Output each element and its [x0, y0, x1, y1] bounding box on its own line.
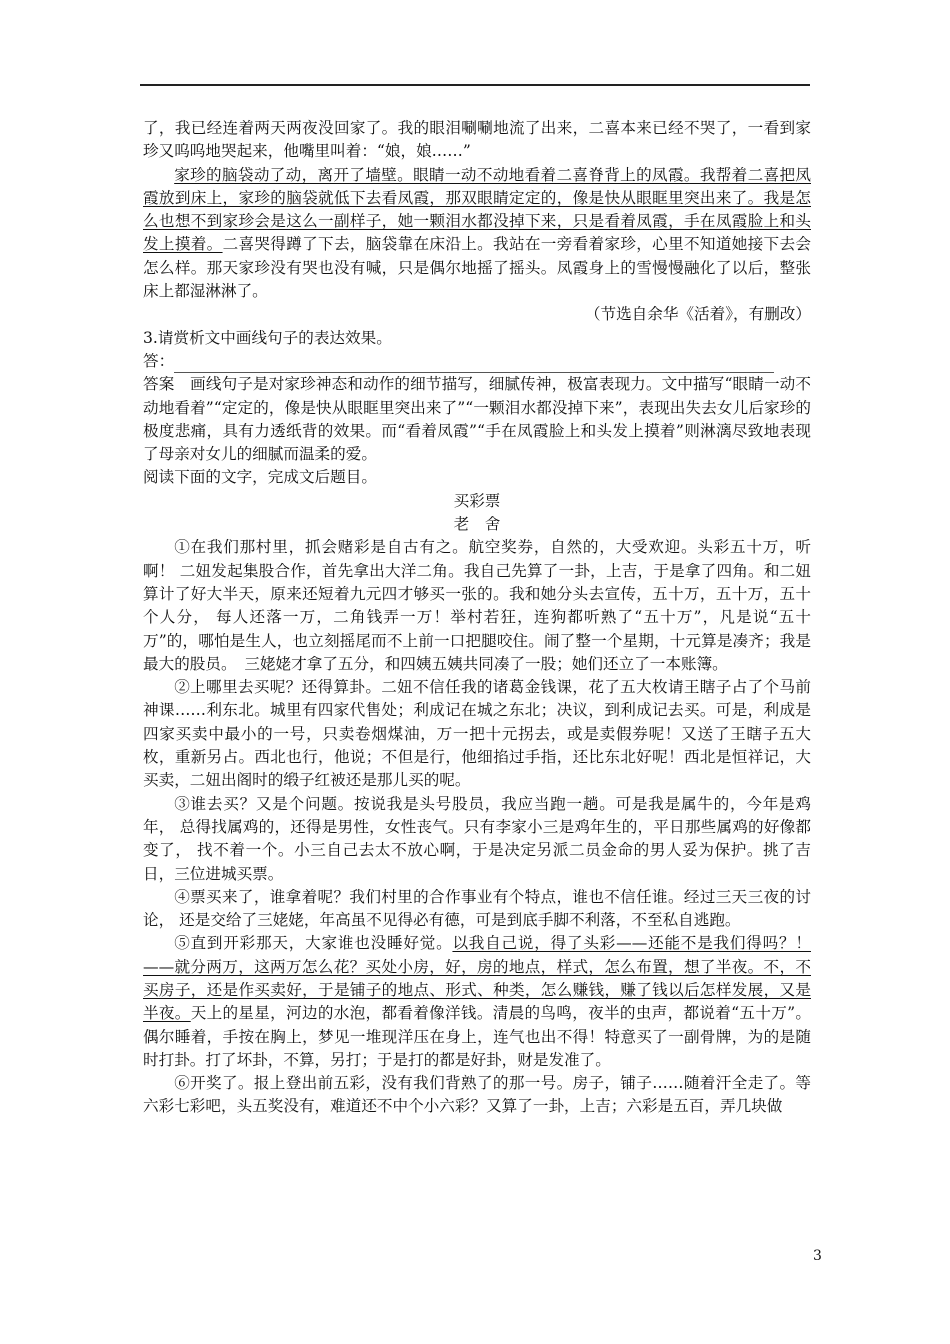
underlined-sentence: 家珍的脑袋动了动，离开了墙壁。眼睛一动不动地看着二喜脊背上的凤霞。我帮着二喜把凤霞放到床上，家珍的脑袋就低下去看凤霞，那双眼睛定定的，像是快从眼眶里突出来了。我是怎么也想不到家珍会是这么一副样子，她一颗泪水都没掉下来，只是看着凤霞，手在凤霞脸上和头发上摸着。	[143, 165, 811, 254]
source-citation: （节选自余华《活着》，有删改）	[584, 305, 811, 324]
paragraph-text: ⑤直到开彩那天，大家谁也没睡好觉。	[174, 934, 453, 953]
paragraph-text: 天上的星星，河边的水泡，都看着像洋钱。清晨的鸟鸣，夜半的虫声，都说着“五十万”。偶尔睡着，手按在胸上，梦见一堆现洋压在身上，连气也出不得！特意买了一副骨牌，为的是随时打卦。打了坏卦，不算，另打；于是打的都是好卦，财是发准了。	[143, 1004, 811, 1069]
story1-paragraph-1: 了，我已经连着两天两夜没回家了。我的眼泪唰唰地流了出来，二喜本来已经不哭了，一看到家珍又呜呜地哭起来，他嘴里叫着：“娘，娘……”	[143, 119, 811, 161]
paragraph-text: 二喜哭得蹲了下去，脑袋靠在床沿上。我站在一旁看着家珍，心里不知道她接下去会怎么样。那天家珍没有哭也没有喊，只是偶尔地摇了摇头。凤霞身上的雪慢慢融化了以后，整张床上都湿淋淋了。	[143, 235, 811, 301]
article-paragraph-1: ①在我们那村里，抓会赌彩是自古有之。航空奖券，自然的，大受欢迎。头彩五十万，听啊！ 二妞发起集股合作，首先拿出大洋二角。我自己先算了一卦，上吉，于是拿了四角。和二妞算计了好大半天，原来还短着九元四才够买一张的。我和她分头去宣传，五十万，五十万，五十个人分， 每人还落一万，二角钱弄一万！举村若狂，连狗都听熟了“五十万”，凡是说“五十万”的，哪怕是生人，也立刻摇尾而不上前一口把腿咬住。闹了整一个星期，十元算是凑齐；我是最大的股员。 三姥姥才拿了五分，和四姨五姨共同凑了一股；她们还立了一本账簿。	[143, 538, 811, 673]
document-body	[143, 117, 811, 1119]
article-paragraph-2: ②上哪里去买呢？还得算卦。二妞不信任我的诸葛金钱课，花了五大枚请王瞎子占了个马前神课……利东北。城里有四家代售处；利成记在城之东北；决议，到利成记去买。可是，利成是四家买卖中最小的一号，只卖卷烟煤油，万一把十元拐去，或是卖假券呢！又送了王瞎子五大枚，重新另占。西北也行，他说；不但是行，他细掐过手指，还比东北好呢！西北是恒祥记，大买卖，二妞出阁时的缎子红被还是那儿买的呢。	[143, 678, 811, 790]
article-paragraph-3: ③谁去买？又是个问题。按说我是头号股员，我应当跑一趟。可是我是属牛的，今年是鸡年， 总得找属鸡的，还得是男性，女性丧气。只有李家小三是鸡年生的，平日那些属鸡的好像都变了， 找不着一个。小三自己去太不放心啊，于是决定另派二员金命的男人妥为保护。挑了吉日，三位进城买票。	[143, 794, 811, 883]
article-paragraph-5	[143, 932, 811, 1072]
reading-instruction: 阅读下面的文字，完成文后题目。	[143, 468, 377, 487]
article-paragraph-4: ④票买来了，谁拿着呢？我们村里的合作事业有个特点，谁也不信任谁。经过三天三夜的讨论， 还是交给了三姥姥，年高虽不见得必有德，可是到底手脚不利落，不至私自逃跑。	[143, 887, 811, 930]
article-author: 老 舍	[453, 515, 501, 534]
page-number: 3	[813, 1248, 822, 1264]
question-3: 3.请赏析文中画线句子的表达效果。	[143, 328, 392, 347]
header-rule	[140, 84, 810, 86]
answer-blank-row	[143, 350, 811, 373]
article-paragraph-6: ⑥开奖了。报上登出前五彩，没有我们背熟了的那一号。房子，铺子……随着汗全走了。等六彩七彩吧，头五奖没有，难道还不中个小六彩？又算了一卦，上吉；六彩是五百，弄几块做	[143, 1074, 811, 1116]
article-title: 买彩票	[453, 491, 501, 510]
answer-label: 答：	[143, 351, 175, 370]
underlined-sentence: 以我自己说，得了头彩——还能不是我们得吗？！——就分两万，这两万怎么花？买处小房，好，房的地点，样式，怎么布置，想了半夜。不，不买房子，还是作买卖好，于是铺子的地点、形式、种类，怎么赚钱，赚了钱以后怎样发展，又是半夜。	[143, 934, 811, 1023]
answer-text: 答案 画线句子是对家珍神态和动作的细节描写，细腻传神，极富表现力。文中描写“眼睛一动不动地看着”“定定的，像是快从眼眶里突出来了”“一颗泪水都没掉下来”，表现出失去女儿后家珍的极度悲痛，具有力透纸背的效果。而“看着凤霞”“手在凤霞脸上和头发上摸着”则淋漓尽致地表现了母亲对女儿的细腻而温柔的爱。	[143, 375, 811, 464]
story1-paragraph-2	[143, 164, 811, 304]
answer-blank-line	[174, 356, 774, 373]
